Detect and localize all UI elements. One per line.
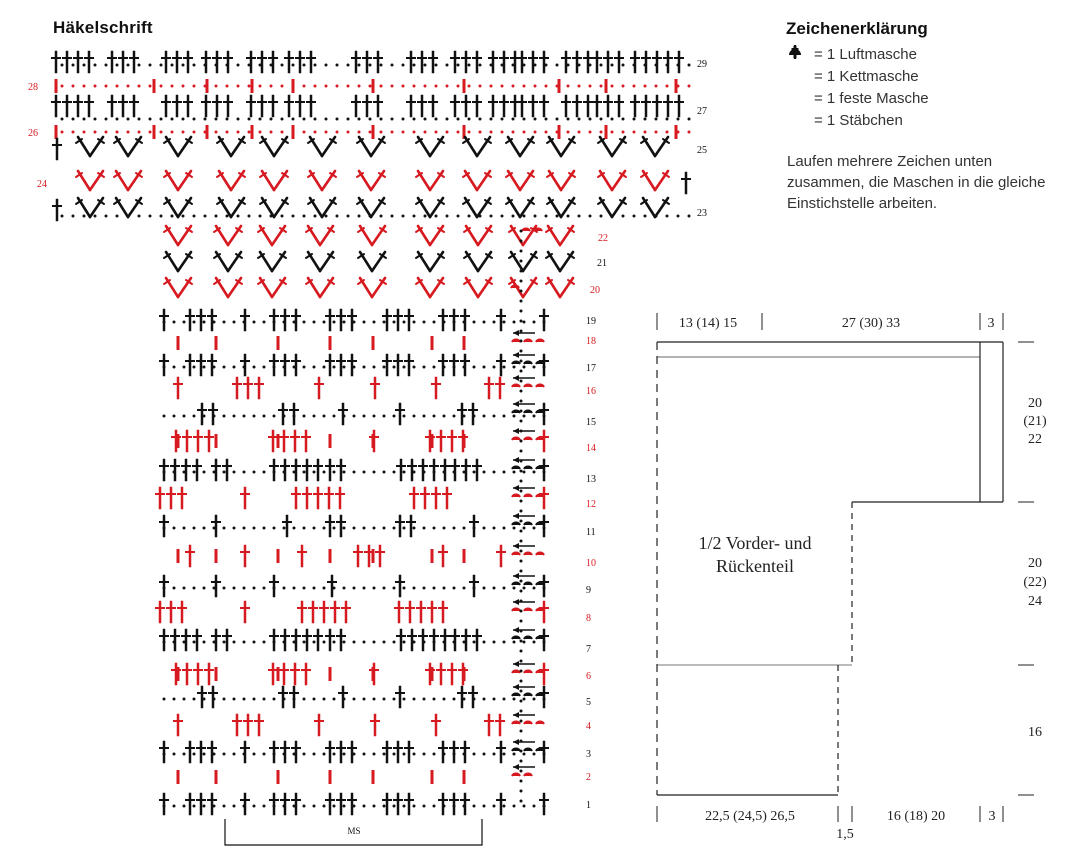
row-number-left-26: 26 (28, 128, 38, 139)
row-number-17: 17 (586, 363, 596, 374)
legend-title: Zeichenerklärung (786, 19, 928, 38)
row-number-29: 29 (697, 59, 707, 70)
bottom-measure-middle: 16 (18) 20 (886, 809, 946, 824)
right-measure-2-b: (22) (1023, 575, 1047, 590)
bottom-measure-small: 1,5 (836, 827, 854, 842)
row-number-8: 8 (586, 613, 591, 624)
top-measure-right: 3 (987, 316, 995, 331)
row-number-12: 12 (586, 499, 596, 510)
row-number-25: 25 (697, 145, 707, 156)
top-measure-middle: 27 (30) 33 (841, 316, 901, 331)
row-number-27: 27 (697, 106, 707, 117)
row-number-5: 5 (586, 697, 591, 708)
ms-label: MS (347, 826, 361, 836)
right-measure-1-c: 22 (1028, 432, 1042, 447)
schematic-center-label (699, 533, 812, 576)
chart-title: Häkelschrift (53, 18, 153, 37)
row-number-14: 14 (586, 443, 596, 454)
row-number-19: 19 (586, 316, 596, 327)
legend-chain-label: = 1 Luftmasche (814, 45, 917, 63)
row-number-21: 21 (597, 258, 607, 269)
right-measure-1-b: (21) (1023, 414, 1047, 429)
schematic-center-label-line: 1/2 Vorder- und (698, 533, 812, 553)
row-number-4: 4 (586, 721, 591, 732)
row-number-2: 2 (586, 772, 591, 783)
row-number-20: 20 (590, 285, 600, 296)
right-measure-3: 16 (1028, 725, 1042, 740)
right-measure-2-a: 20 (1028, 556, 1042, 571)
row-number-15: 15 (586, 417, 596, 428)
row-number-3: 3 (586, 749, 591, 760)
row-number-left-28: 28 (28, 82, 38, 93)
bottom-measure-right: 3 (988, 809, 996, 824)
row-number-23: 23 (697, 208, 707, 219)
right-measure-2-c: 24 (1028, 594, 1042, 609)
legend-double-crochet-label: = 1 Stäbchen (814, 111, 903, 129)
schematic-center-label-line: Rückenteil (716, 556, 794, 576)
row-number-10: 10 (586, 558, 596, 569)
row-number-left-24: 24 (37, 179, 47, 190)
row-number-13: 13 (586, 474, 596, 485)
legend-slip-stitch-label: = 1 Kettmasche (814, 67, 919, 85)
row-number-9: 9 (586, 585, 591, 596)
row-number-16: 16 (586, 386, 596, 397)
row-number-11: 11 (586, 527, 596, 538)
row-number-6: 6 (586, 671, 591, 682)
legend-note: Laufen mehrere Zeichen unten zusammen, die Maschen in die gleiche Einstichstelle arbeiten. (787, 153, 1046, 212)
right-measure-1-a: 20 (1028, 396, 1042, 411)
legend-single-crochet-label: = 1 feste Masche (814, 89, 929, 107)
row-number-7: 7 (586, 644, 591, 655)
bottom-measure-left: 22,5 (24,5) 26,5 (705, 809, 795, 824)
top-measure-left: 13 (14) 15 (678, 316, 738, 331)
row-number-18: 18 (586, 336, 596, 347)
row-number-1: 1 (586, 800, 591, 811)
row-number-22: 22 (598, 233, 608, 244)
